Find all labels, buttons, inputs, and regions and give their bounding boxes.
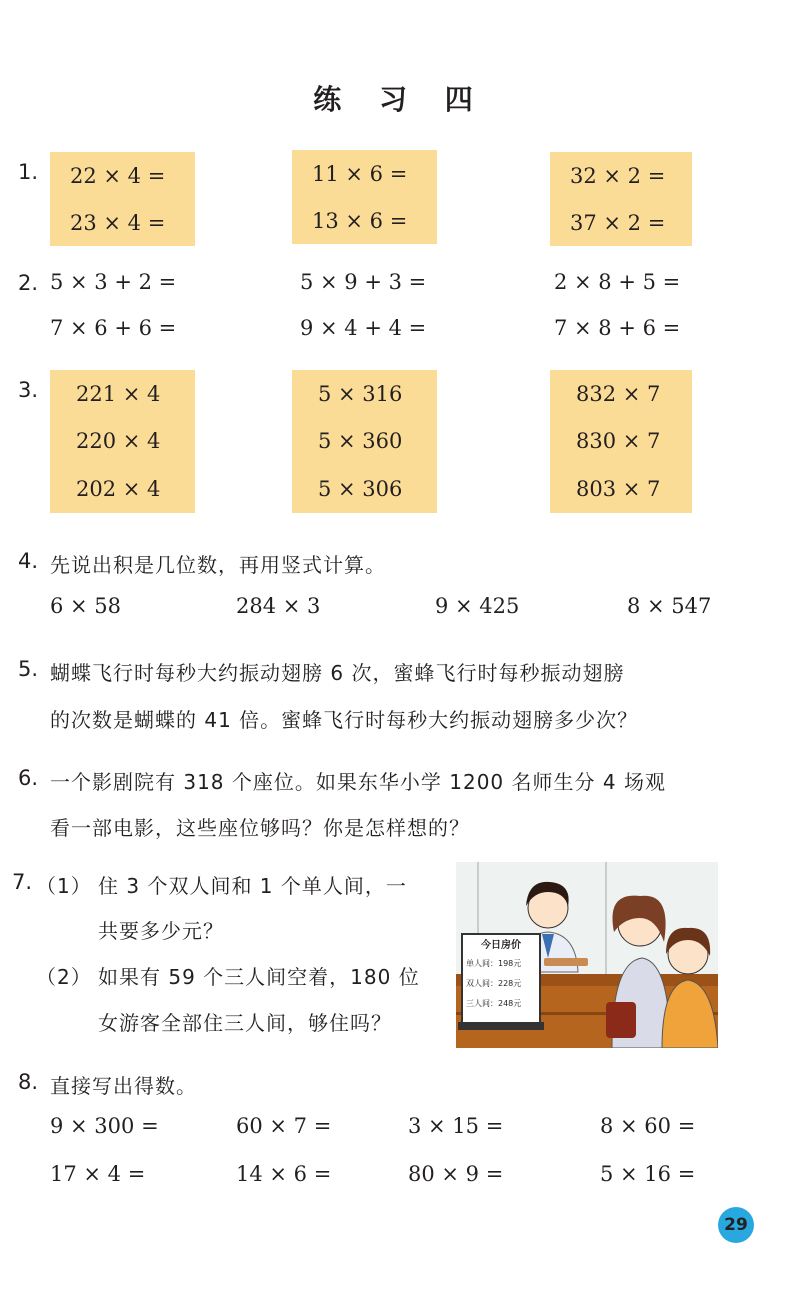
expression: 5 × 360 — [318, 429, 403, 454]
expression: 60 × 7 = — [236, 1114, 332, 1138]
q7-part-1-line-2: 共要多少元？ — [98, 919, 224, 943]
expression: 9 × 425 — [435, 594, 520, 618]
expression: 8 × 60 = — [600, 1114, 696, 1138]
q5-number: 5. — [18, 657, 39, 681]
q5-line-2: 的次数是蝴蝶的 41 倍。蜜蜂飞行时每秒大约振动翅膀多少次？ — [50, 708, 639, 732]
q1-box-1 — [50, 152, 195, 246]
price-sign-row: 单人间：198元 — [466, 959, 522, 968]
q6-line-1: 一个影剧院有 318 个座位。如果东华小学 1200 名师生分 4 场观 — [50, 770, 666, 794]
q3-number: 3. — [18, 378, 39, 402]
expression: 80 × 9 = — [408, 1162, 504, 1186]
expression: 830 × 7 — [576, 429, 661, 454]
expression: 22 × 4 = — [70, 163, 166, 188]
q3-box-3 — [550, 370, 692, 513]
q3-box-2 — [292, 370, 437, 513]
expression: 5 × 16 = — [600, 1162, 696, 1186]
q6-line-2: 看一部电影，这些座位够吗？你是怎样想的？ — [50, 816, 470, 840]
expression: 202 × 4 — [76, 477, 161, 502]
expression: 6 × 58 — [50, 594, 122, 618]
q7-part-2-line-1: 如果有 59 个三人间空着，180 位 — [98, 965, 420, 989]
price-sign-title: 今日房价 — [481, 940, 521, 951]
expression: 7 × 6 + 6 = — [50, 316, 177, 340]
expression: 5 × 306 — [318, 477, 403, 502]
expression: 221 × 4 — [76, 381, 161, 406]
expression: 14 × 6 = — [236, 1162, 332, 1186]
expression: 9 × 300 = — [50, 1114, 159, 1138]
expression: 37 × 2 = — [570, 210, 666, 235]
q8-instruction: 直接写出得数。 — [50, 1074, 197, 1098]
q4-instruction: 先说出积是几位数，再用竖式计算。 — [50, 553, 386, 577]
expression: 3 × 15 = — [408, 1114, 504, 1138]
q6-number: 6. — [18, 766, 39, 790]
expression: 832 × 7 — [576, 381, 661, 406]
q4-number: 4. — [18, 549, 39, 573]
q7-part-2-label: （2） — [36, 965, 92, 989]
expression: 23 × 4 = — [70, 210, 166, 235]
price-sign-row: 三人间：248元 — [466, 999, 522, 1008]
q3-box-1 — [50, 370, 195, 513]
expression: 5 × 316 — [318, 381, 403, 406]
expression: 13 × 6 = — [312, 208, 408, 233]
q7-part-2-line-2: 女游客全部住三人间，够住吗？ — [98, 1011, 392, 1035]
q1-box-2 — [292, 150, 437, 244]
expression: 803 × 7 — [576, 477, 661, 502]
reception-scene-image — [456, 862, 718, 1048]
expression: 17 × 4 = — [50, 1162, 146, 1186]
page-title: 练 习 四 — [313, 83, 487, 116]
hotel-reception-illustration — [456, 862, 718, 1048]
q1-box-3 — [550, 152, 692, 246]
q7-part-1-label: （1） — [36, 874, 92, 898]
expression: 220 × 4 — [76, 429, 161, 454]
expression: 2 × 8 + 5 = — [554, 270, 681, 294]
expression: 9 × 4 + 4 = — [300, 316, 427, 340]
expression: 7 × 8 + 6 = — [554, 316, 681, 340]
page-number-badge: 29 — [718, 1207, 754, 1243]
q8-number: 8. — [18, 1070, 39, 1094]
q1-number: 1. — [18, 160, 39, 184]
expression: 5 × 9 + 3 = — [300, 270, 427, 294]
expression: 5 × 3 + 2 = — [50, 270, 177, 294]
expression: 284 × 3 — [236, 594, 321, 618]
q7-number: 7. — [12, 870, 33, 894]
q2-number: 2. — [18, 271, 39, 295]
expression: 11 × 6 = — [312, 161, 408, 186]
q5-line-1: 蝴蝶飞行时每秒大约振动翅膀 6 次，蜜蜂飞行时每秒振动翅膀 — [50, 661, 625, 685]
price-sign-row: 双人间：228元 — [466, 979, 522, 988]
expression: 8 × 547 — [627, 594, 712, 618]
expression: 32 × 2 = — [570, 163, 666, 188]
q7-part-1-line-1: 住 3 个双人间和 1 个单人间，一 — [98, 874, 407, 898]
